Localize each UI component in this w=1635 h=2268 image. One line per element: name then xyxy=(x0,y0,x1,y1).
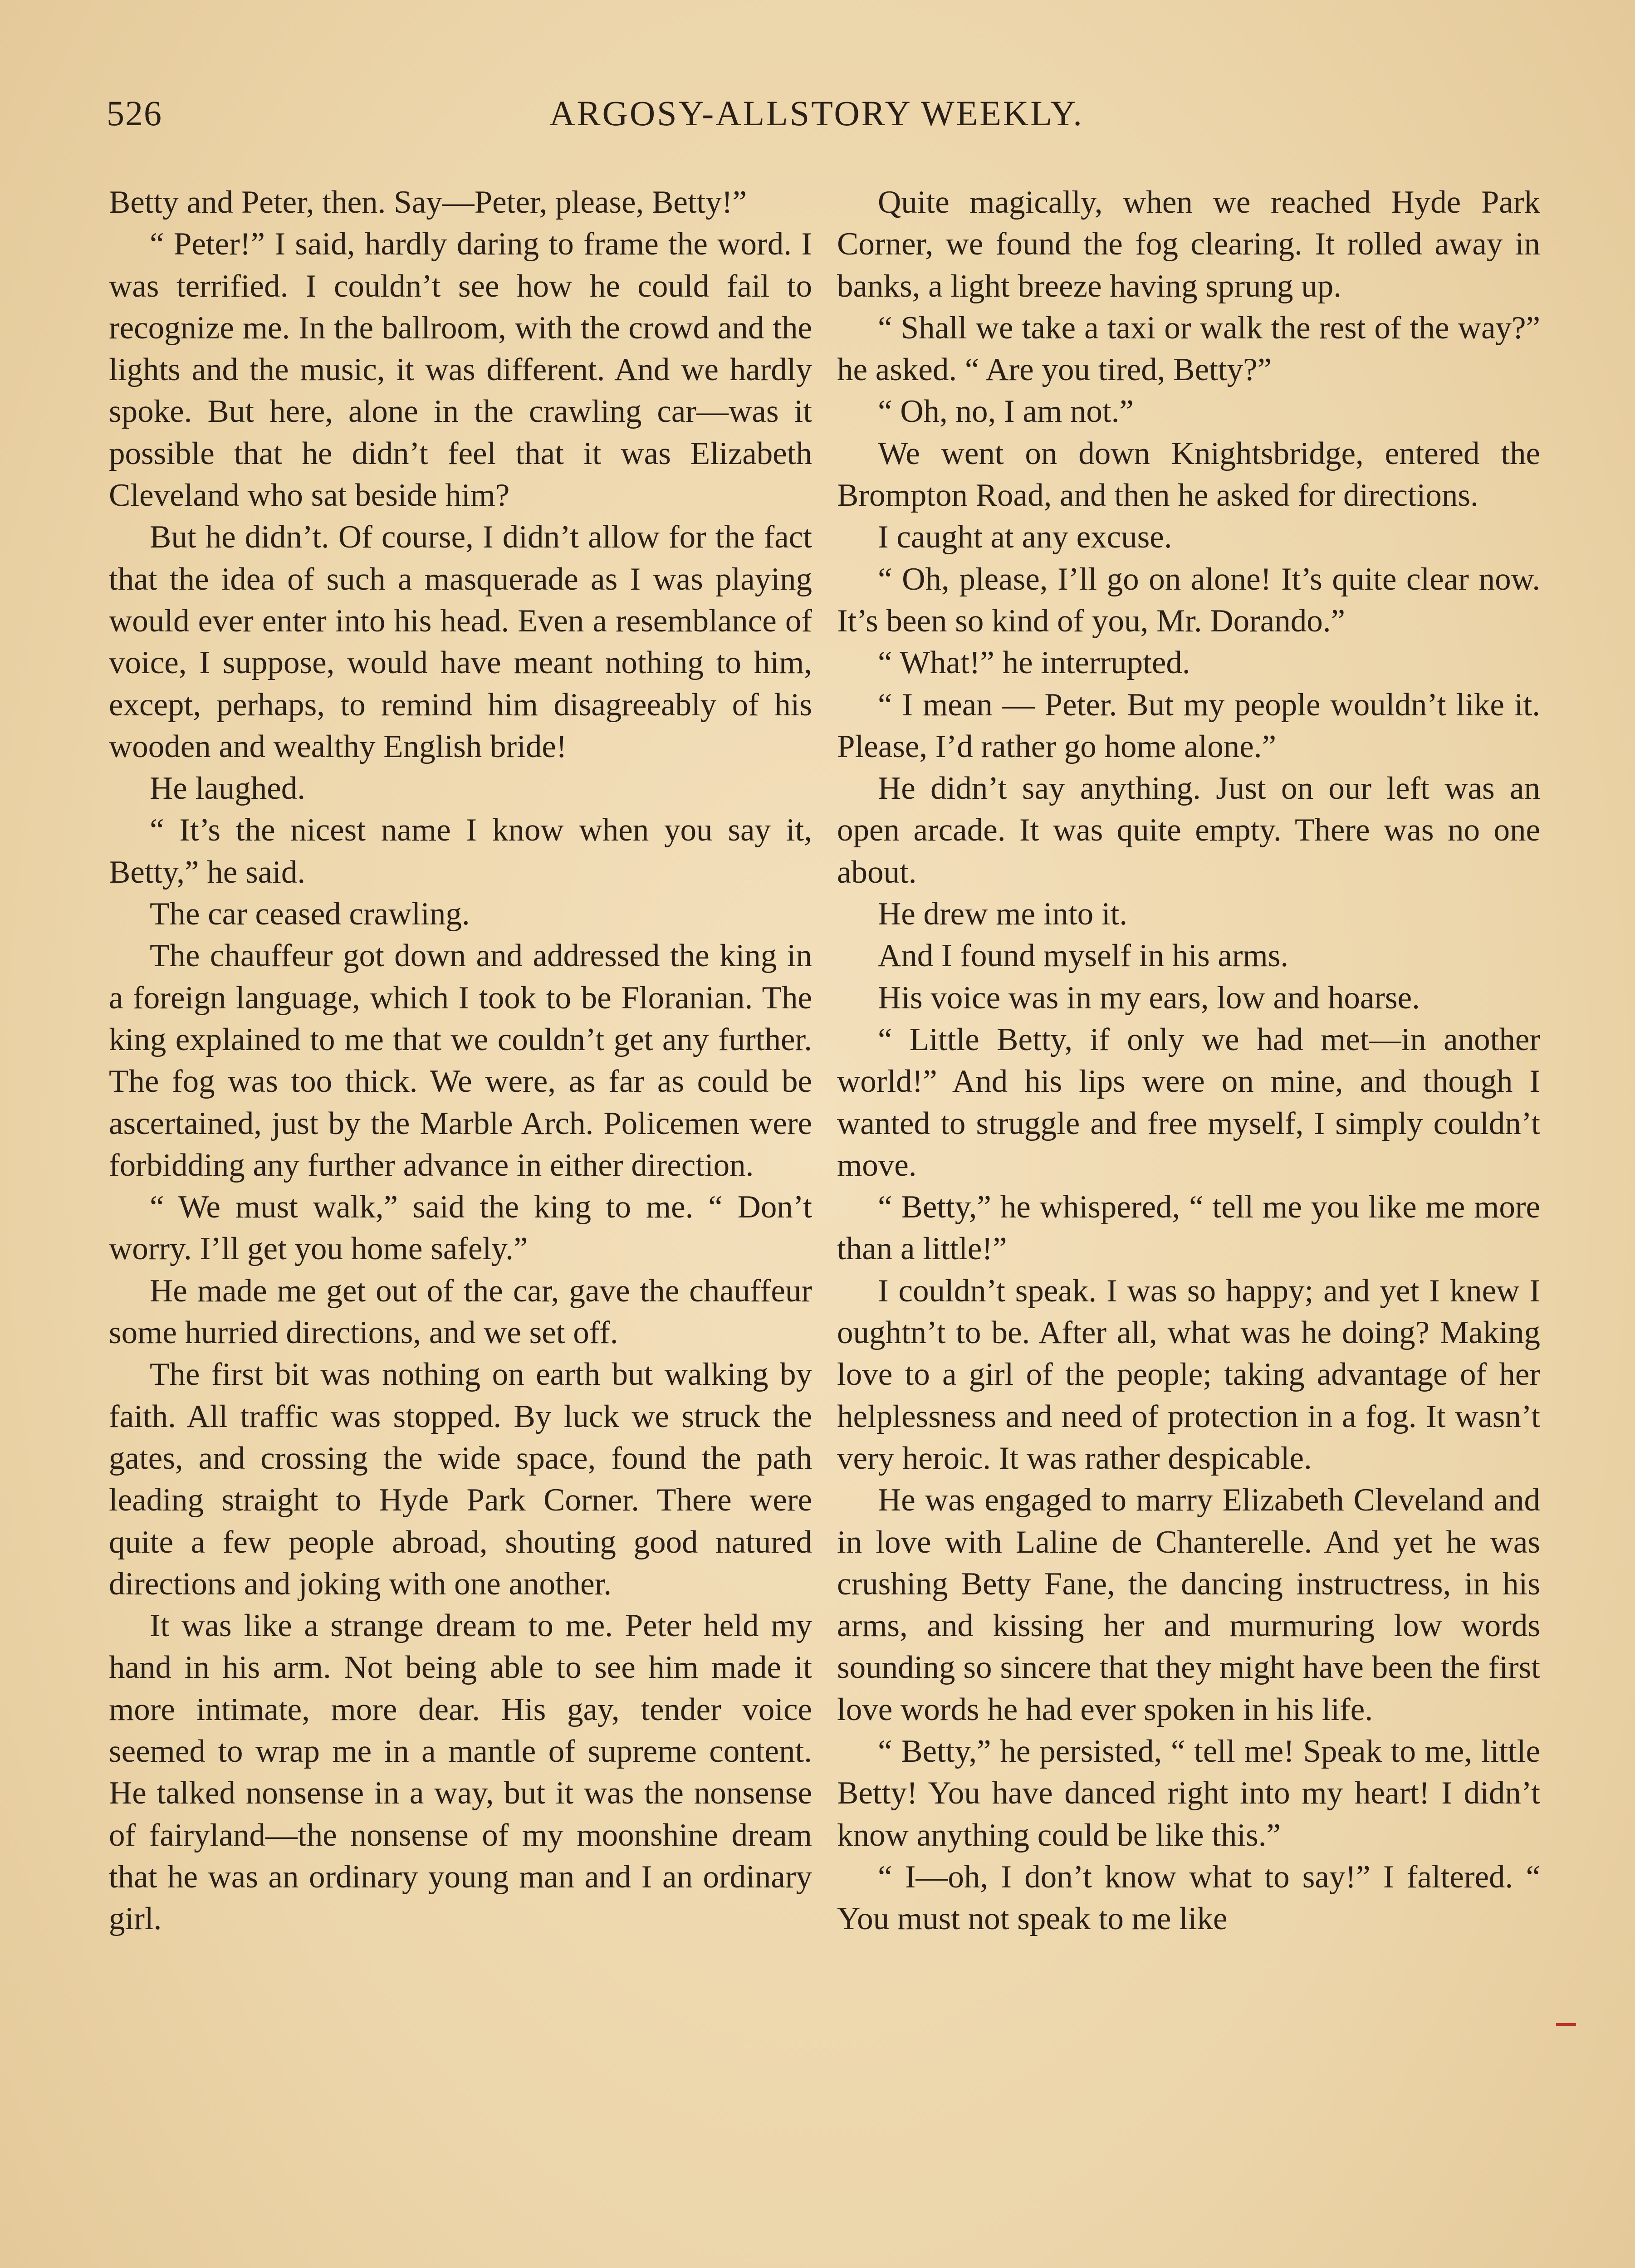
paragraph: “ Little Betty, if only we had met—in another world!” And his lips were on mine, and though I wanted to struggle and free myself, I simply couldn’t move. xyxy=(837,1022,1540,1183)
paragraph: “ We must walk,” said the king to me. “ Don’t worry. I’ll get you home safely.” xyxy=(109,1189,812,1267)
paragraph: I caught at any excuse. xyxy=(878,519,1172,555)
paragraph: He was engaged to marry Elizabeth Cleveland and in love with Laline de Chanterelle. And yet he was crushing Betty Fane, the dancing instructress, in his arms, and kissing her and murmuring low words sounding so sincere that they might have been the first love words he had ever spoken in his life. xyxy=(837,1482,1540,1727)
left-text-column xyxy=(109,181,812,1940)
paragraph: His voice was in my ears, low and hoarse. xyxy=(878,980,1420,1016)
paragraph: He didn’t say anything. Just on our left was an open arcade. It was quite empty. There was no one about. xyxy=(837,771,1540,890)
page-header xyxy=(107,93,1527,143)
paragraph: Quite magically, when we reached Hyde Park Corner, we found the fog clearing. It rolled away in banks, a light breeze having sprung up. xyxy=(837,185,1540,304)
paragraph: “ Oh, no, I am not.” xyxy=(878,394,1134,430)
paragraph: “ Betty,” he whispered, “ tell me you like me more than a little!” xyxy=(837,1189,1540,1267)
paragraph: And I found myself in his arms. xyxy=(878,938,1289,974)
margin-pencil-mark xyxy=(1556,2023,1576,2026)
paragraph: “ What!” he interrupted. xyxy=(878,645,1190,681)
paragraph: But he didn’t. Of course, I didn’t allow for the fact that the idea of such a masquerade as I was playing would ever enter into his head. Even a resemblance of voice, I suppose, would have meant nothing to him, except, perhaps, to remind him disagreeably of his wooden and wealthy English bride! xyxy=(109,519,812,764)
paragraph: “ Shall we take a taxi or walk the rest of the way?” he asked. “ Are you tired, Betty?” xyxy=(837,310,1540,388)
paragraph: We went on down Knightsbridge, entered the Brompton Road, and then he asked for directions. xyxy=(837,435,1540,513)
paragraph: “ Peter!” I said, hardly daring to frame the word. I was terrified. I couldn’t see how he could fail to recognize me. In the ballroom, with the crowd and the lights and the music, it was different. And we hardly spoke. But here, alone in the crawling car—was it possible that he didn’t feel that it was Elizabeth Cleveland who sat beside him? xyxy=(109,226,812,513)
right-text-column xyxy=(837,181,1540,1940)
paragraph: Betty and Peter, then. Say—Peter, please, Betty!” xyxy=(109,185,747,220)
paragraph: “ Betty,” he persisted, “ tell me! Speak to me, little Betty! You have danced right into my heart! I didn’t know anything could be like this.” xyxy=(837,1733,1540,1853)
paragraph: “ It’s the nicest name I know when you say it, Betty,” he said. xyxy=(109,812,812,890)
paragraph: “ I—oh, I don’t know what to say!” I faltered. “ You must not speak to me like xyxy=(837,1859,1540,1937)
paragraph: He laughed. xyxy=(150,771,306,807)
paragraph: I couldn’t speak. I was so happy; and yet I knew I oughtn’t to be. After all, what was he doing? Making love to a girl of the people; taking advantage of her helplessness and need of protection in a fog. It wasn’t very heroic. It was rather despicable. xyxy=(837,1273,1540,1476)
running-head: ARGOSY-ALLSTORY WEEKLY. xyxy=(549,93,1084,133)
paragraph: “ Oh, please, I’ll go on alone! It’s quite clear now. It’s been so kind of you, Mr. Dorando.” xyxy=(837,561,1540,639)
paragraph: “ I mean — Peter. But my people wouldn’t like it. Please, I’d rather go home alone.” xyxy=(837,687,1540,764)
paragraph: He drew me into it. xyxy=(878,896,1128,932)
paragraph: The first bit was nothing on earth but walking by faith. All traffic was stopped. By luck we struck the gates, and crossing the wide space, found the path leading straight to Hyde Park Corner. There were quite a few people abroad, shouting good natured directions and joking with one another. xyxy=(109,1357,812,1602)
page-number: 526 xyxy=(107,93,162,133)
paragraph: The car ceased crawling. xyxy=(150,896,470,932)
paragraph: The chauffeur got down and addressed the king in a foreign language, which I took to be Floranian. The king explained to me that we couldn’t get any further. The fog was too thick. We were, as far as could be ascertained, just by the Marble Arch. Policemen were forbidding any further advance in either direction. xyxy=(109,938,812,1183)
paragraph: It was like a strange dream to me. Peter held my hand in his arm. Not being able to see him made it more intimate, more dear. His gay, tender voice seemed to wrap me in a mantle of supreme content. He talked nonsense in a way, but it was the nonsense of fairyland—the nonsense of my moonshine dream that he was an ordinary young man and I an ordinary girl. xyxy=(109,1608,812,1937)
paragraph: He made me get out of the car, gave the chauffeur some hurried directions, and we set off. xyxy=(109,1273,812,1351)
